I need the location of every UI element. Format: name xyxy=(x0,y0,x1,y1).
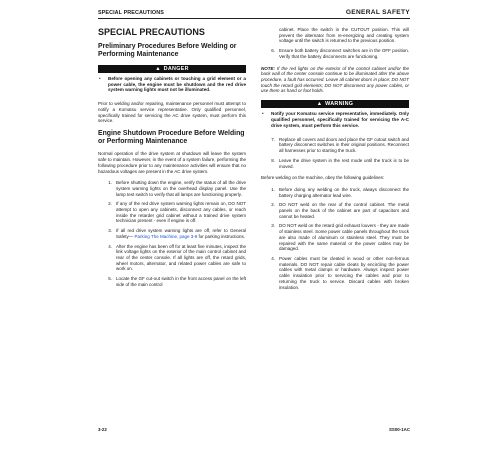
step-number: 6. xyxy=(271,48,275,54)
step-text: Before shutting down the engine, verify the status of all the drive system warning lights on the overhead display panel. Use the lamp test switch to verify that all lamps are functioning properly. xyxy=(116,180,246,197)
step-text: Before doing any welding on the truck, always disconnect the battery charging alternator lead wire. xyxy=(279,186,409,198)
final-steps-list xyxy=(261,137,409,170)
shutdown-steps-list xyxy=(98,180,246,287)
danger-label: DANGER xyxy=(163,65,189,72)
welding-guidelines-list xyxy=(261,187,409,290)
warning-triangle-icon: ▲ xyxy=(155,65,161,72)
warning-label: WARNING xyxy=(325,101,354,108)
step-number: 7. xyxy=(271,136,275,142)
step-number: 1. xyxy=(271,186,275,192)
step-number: 8. xyxy=(271,157,275,163)
warning-message xyxy=(261,111,409,129)
parking-machine-link[interactable]: Parking The Machine, page 3-9 xyxy=(134,233,198,239)
list-item xyxy=(261,223,409,252)
paragraph-qualified-personnel: Prior to welding and/or repairing, maintenance personnel must attempt to notify a Komatsu service representative. Only qualified personnel, specifically trained for servicing the AC drive system, must perform this service. xyxy=(98,101,246,124)
list-item xyxy=(261,256,409,290)
step-text: Locate the GF cut-out switch in the front access panel on the left side of the main control xyxy=(116,276,246,287)
list-item xyxy=(261,137,409,154)
header-rule xyxy=(98,18,410,19)
step-text xyxy=(116,228,246,239)
header-section-title: SPECIAL PRECAUTIONS xyxy=(98,10,164,16)
danger-message xyxy=(98,76,246,94)
list-item xyxy=(261,202,409,219)
step-text: Leave the drive system in the rest mode until the truck is to be moved. xyxy=(279,157,409,169)
warning-banner xyxy=(261,100,409,108)
bullet-icon: • xyxy=(262,111,264,117)
step-number: 3. xyxy=(108,228,112,234)
warning-triangle-icon: ▲ xyxy=(316,101,323,108)
list-item xyxy=(98,201,246,224)
section-heading-engine-shutdown: Engine Shutdown Procedure Before Welding or Performing Maintenance xyxy=(98,130,245,146)
step-text: Power cables must be cleated in wood or other non-ferrous materials. DO NOT repair cable cleats by encircling the power cables with metal clamps or hardware. Always inspect power cable insulation prior to servicing the cables and prior to returning the truck to service. Discard cables with broken insulation. xyxy=(279,256,409,290)
step-text: After the engine has been off for at least five minutes, inspect the link voltage lights on the exterior of the main control cabinet and rear of the center console. If all lights are off, the retard grids, wheel motors, alternator, and related power cables are safe to work on. xyxy=(116,243,246,272)
step-text-before-link: If all red drive system warning lights are off, refer to General Safety— xyxy=(116,228,246,239)
step-text: Replace all covers and doors and place the GF cutout switch and battery disconnect switches in their original positions. Reconnect all harnesses prior to starting the truck. xyxy=(279,136,409,154)
page-title: SPECIAL PRECAUTIONS xyxy=(98,27,205,37)
document-page xyxy=(98,9,410,432)
step-text: Ensure both battery disconnect switches are in the OFF position. Verify that the battery disconnects are functioning. xyxy=(279,48,409,59)
list-item xyxy=(98,180,246,197)
step-number: 2. xyxy=(271,202,275,208)
paragraph-normal-operation: Normal operation of the drive system at shutdown will leave the system safe to maintain. However, in the event of a system failure, performing the following procedure prior to any maintenance activities will ensure that no hazardous voltages are present in the AC drive system. xyxy=(98,151,246,174)
step-number: 5. xyxy=(108,276,112,282)
document-code: SS00-1AC xyxy=(389,427,410,432)
note-text: If the red lights on the exterior of the control cabinet and/or the back wall of the center console continue to be illuminated after the above procedure, a fault has occurred. Leave all cabinet doors in place; DO NOT touch the retard grid elements; DO NOT disconnect any power cables, or use them as hand or foot holds. xyxy=(261,65,409,94)
bullet-icon: • xyxy=(99,75,101,81)
left-column xyxy=(98,27,246,294)
header-chapter-title: GENERAL SAFETY xyxy=(345,9,410,16)
list-item xyxy=(98,228,246,239)
step-text: If any of the red drive system warning lights remain on, DO NOT attempt to open any cabinets, disconnect any cables, or reach inside the retarder grid cabinet without a trained drive system technician present - even if engine is off. xyxy=(116,201,246,224)
right-column xyxy=(261,27,409,296)
paragraph-welding-guidelines: Before welding on the machine, obey the following guidelines: xyxy=(261,175,385,181)
page-number: 3-22 xyxy=(98,427,107,432)
step-number: 2. xyxy=(108,201,112,207)
list-item xyxy=(98,276,246,287)
step-text-after-link: for parking instructions. xyxy=(197,233,246,239)
step-text: DO NOT weld on the retard grid exhaust louvers - they are made of stainless steel. Some power cable panels throughout the truck are also made of aluminum or stainless steel. They must be repaired with the same material or the power cables may be damaged. xyxy=(279,223,409,252)
warning-text: Notify your Komatsu service representative, immediately. Only qualified personnel, specifically trained for servicing the A-C drive system, must perform this service. xyxy=(271,111,409,128)
step-number: 3. xyxy=(271,223,275,229)
danger-text: Before opening any cabinets or touching a grid element or a power cable, the engine must be shutdown and the red drive system warning lights must not be illuminated. xyxy=(108,75,246,93)
step-number: 4. xyxy=(271,256,275,261)
note-block xyxy=(261,66,409,95)
list-item xyxy=(261,158,409,169)
step-number: 1. xyxy=(108,180,112,186)
section-heading-preliminary: Preliminary Procedures Before Welding or Performing Maintenance xyxy=(98,43,237,59)
step-5-continuation: cabinet. Place the switch in the CUTOUT position. This will prevent the alternator from re-energizing and creating system voltage until the switch is returned to the previous position. xyxy=(279,27,409,44)
note-label: NOTE: xyxy=(261,65,275,71)
step-text: DO NOT weld on the rear of the control cabinet. The metal panels on the back of the cabinet are part of capacitors and cannot be heated. xyxy=(279,202,409,219)
shutdown-steps-list-continued xyxy=(261,48,409,59)
list-item xyxy=(261,187,409,198)
list-item xyxy=(98,244,246,273)
list-item xyxy=(261,48,409,59)
danger-banner xyxy=(98,65,246,73)
step-number: 4. xyxy=(108,243,112,249)
